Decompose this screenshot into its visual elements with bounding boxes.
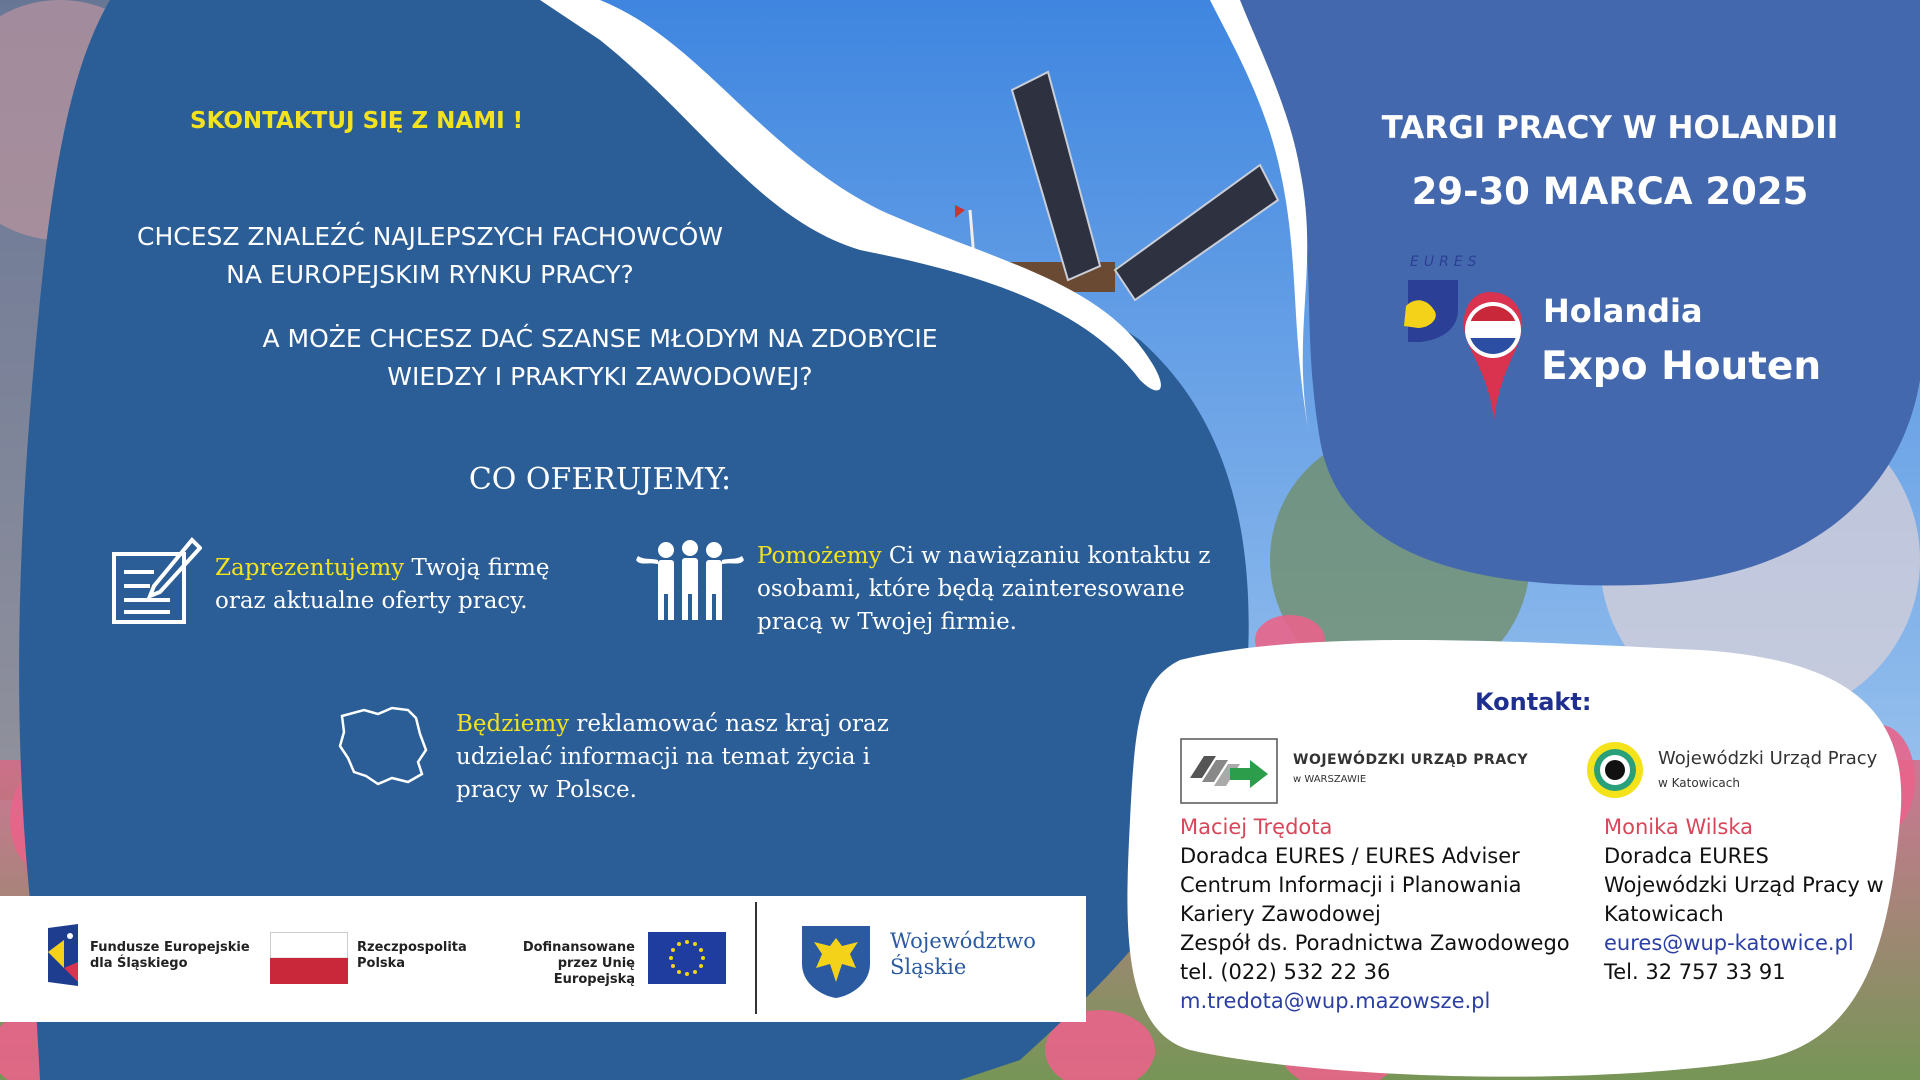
wup-katowice-sub: w Katowicach [1658, 776, 1740, 790]
person-role: Doradca EURES [1604, 844, 1769, 868]
republic-poland-label: Rzeczpospolita Polska [357, 940, 467, 971]
person-unit: Wojewódzki Urząd Pracy w Katowicach [1604, 873, 1884, 926]
eu-cofunded-label: Dofinansowane przez Unię Europejską [522, 940, 635, 987]
document-edit-icon [110, 536, 202, 626]
person-email-link[interactable]: m.tredota@wup.mazowsze.pl [1180, 989, 1491, 1013]
person-name: Maciej Trędota [1180, 815, 1333, 839]
european-funds-label: Fundusze Europejskie dla Śląskiego [90, 940, 250, 971]
silesia-voivodeship-label: Województwo Śląskie [890, 929, 1036, 979]
event-country: Holandia [1543, 292, 1703, 330]
contact-us-heading: SKONTAKTUJ SIĘ Z NAMI ! [190, 108, 524, 134]
poland-map-icon [334, 704, 430, 788]
contact-person-warszawa [1180, 813, 1600, 1016]
person-role: Doradca EURES / EURES Adviser [1180, 844, 1520, 868]
person-phone: tel. (022) 532 22 36 [1180, 960, 1391, 984]
person-name: Monika Wilska [1604, 815, 1754, 839]
contact-person-katowice [1604, 813, 1904, 987]
question-best-specialists: CHCESZ ZNALEŹĆ NAJLEPSZYCH FACHOWCÓW NA EUROPEJSKIM RYNKU PRACY? [137, 222, 723, 289]
wup-katowice-name: Wojewódzki Urząd Pracy [1658, 748, 1878, 769]
wup-warszawa-sub: w WARSZAWIE [1293, 774, 1367, 785]
logos-divider [755, 902, 757, 1014]
event-date: 29-30 MARCA 2025 [1411, 170, 1809, 213]
offer-present-company: Zaprezentujemy Twoją firmę oraz aktualne oferty pracy. [215, 555, 550, 614]
offer-promote-country: Będziemy reklamować nasz kraj oraz udzielać informacji na temat życia i pracy w Polsce. [456, 711, 889, 803]
european-funds-logo [44, 922, 82, 988]
people-group-icon [636, 540, 744, 622]
eures-location-pin-icon [1400, 270, 1530, 430]
question-young-people: A MOŻE CHCESZ DAĆ SZANSE MŁODYM NA ZDOBYCIE WIEDZY I PRAKTYKI ZAWODOWEJ? [262, 324, 938, 391]
person-unit: Centrum Informacji i Planowania Kariery Zawodowej [1180, 873, 1522, 926]
event-venue: Expo Houten [1541, 344, 1822, 389]
person-team: Zespół ds. Poradnictwa Zawodowego [1180, 931, 1570, 955]
contact-label: Kontakt: [1475, 688, 1592, 716]
wup-katowice-logo [1585, 740, 1645, 800]
offer-help-contact: Pomożemy Ci w nawiązaniu kontaktu z osobami, które będą zainteresowane pracą w Twojej firmie. [757, 543, 1211, 635]
offer-heading: CO OFERUJEMY: [468, 462, 732, 497]
event-title: TARGI PRACY W HOLANDII [1381, 110, 1839, 146]
silesia-coat-of-arms-icon [800, 924, 872, 1000]
wup-warszawa-name: WOJEWÓDZKI URZĄD PRACY [1293, 752, 1529, 768]
person-email-link[interactable]: eures@wup-katowice.pl [1604, 931, 1854, 955]
eu-flag-icon [648, 932, 726, 984]
wup-warszawa-logo [1180, 738, 1278, 804]
person-phone: Tel. 32 757 33 91 [1604, 960, 1786, 984]
polish-flag-icon [270, 932, 348, 984]
eures-logo-text: EURES [1410, 254, 1482, 270]
